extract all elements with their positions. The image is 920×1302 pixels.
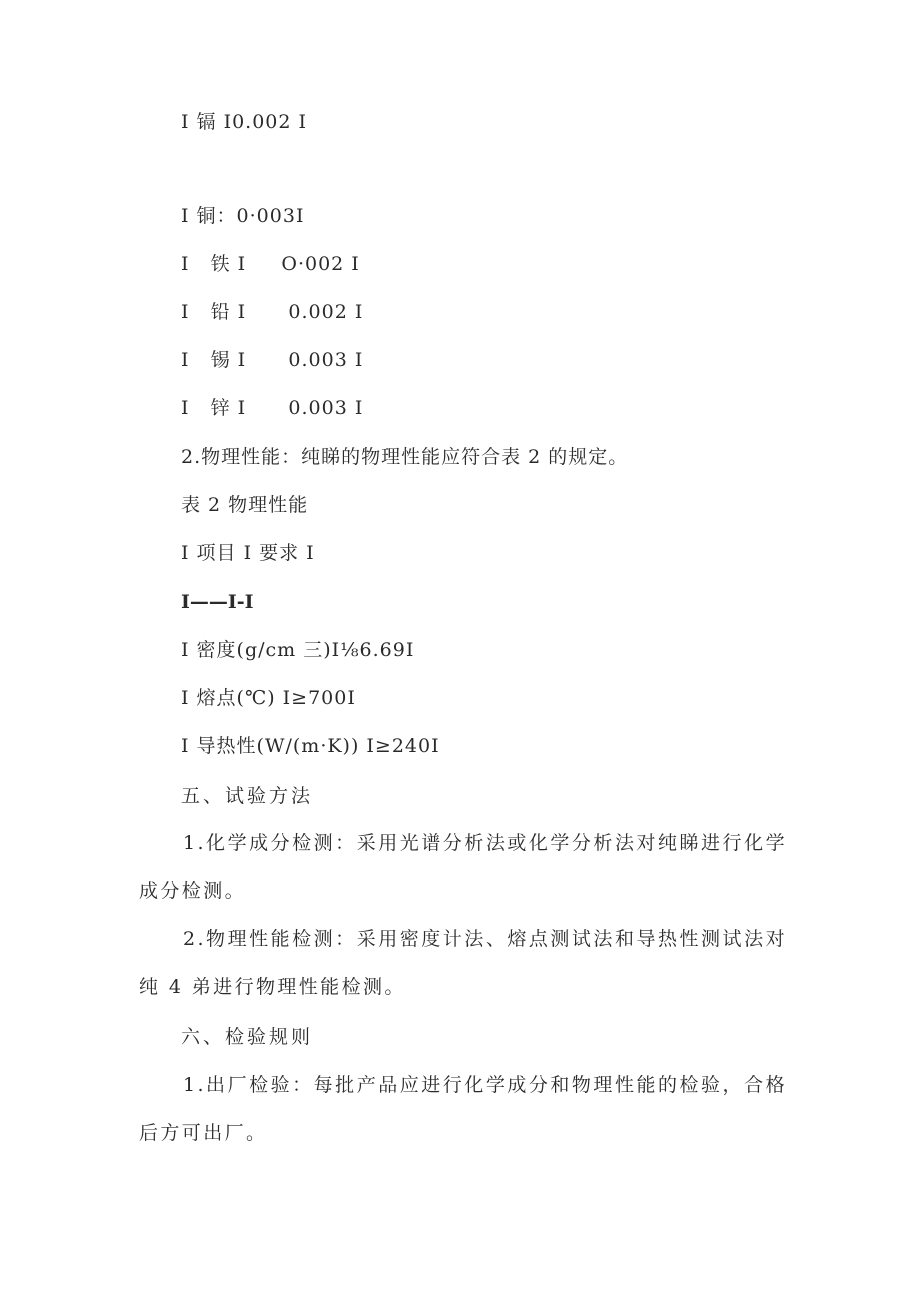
section5-para-chemical: 1.化学成分检测：采用光谱分析法或化学分析法对纯睇进行化学成分检测。 (139, 832, 787, 902)
table2-row-density: I 密度(g∕cm 三)I⅛6.69I (181, 639, 415, 661)
physical-properties-intro: 2.物理性能：纯睇的物理性能应符合表 2 的规定。 (181, 446, 629, 468)
table2-separator: I——I-I (181, 591, 254, 613)
section6-title: 六、检验规则 (181, 1026, 314, 1048)
impurity-iron: I 铁 I O·002 I (181, 253, 360, 275)
impurity-zinc: I 锌 I 0.003 I (181, 397, 364, 419)
section5-para-physical: 2.物理性能检测：采用密度计法、熔点测试法和导热性测试法对纯 4 弟进行物理性能检测。 (139, 928, 787, 998)
table2-header: I 项目 I 要求 I (181, 542, 315, 564)
table2-caption: 表 2 物理性能 (181, 494, 309, 516)
section6-para-factory-inspection: 1.出厂检验：每批产品应进行化学成分和物理性能的检验，合格后方可出厂。 (139, 1074, 787, 1144)
section5-title: 五、试验方法 (181, 785, 314, 807)
impurity-tin: I 锡 I 0.003 I (181, 349, 364, 371)
table2-row-melting-point: I 熔点(℃) I≥700I (181, 687, 356, 709)
impurity-cadmium: I 镉 I0.002 I (181, 111, 308, 133)
impurity-copper: I 铜：0·003I (181, 205, 305, 227)
impurity-lead: I 铅 I 0.002 I (181, 301, 364, 323)
table2-row-thermal-conductivity: I 导热性(W/(m·K)) I≥240I (181, 735, 440, 757)
